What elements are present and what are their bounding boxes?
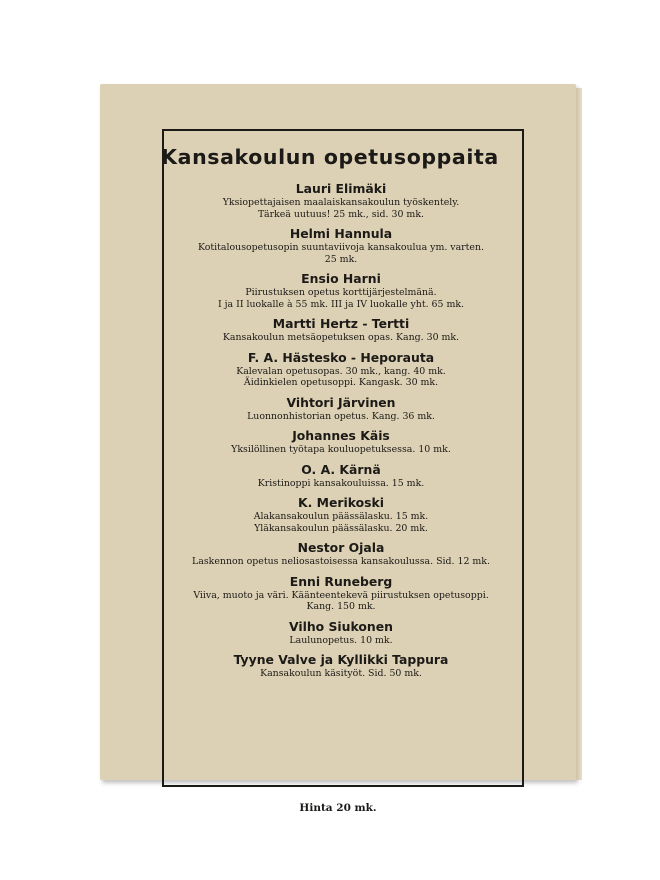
author-name: Vihtori Järvinen [286,394,396,410]
publication-line: Kang. 150 mk. [306,601,376,612]
list-item [160,180,522,220]
author-name: Nestor Ojala [297,540,385,555]
publication-line: 25 mk. [324,253,358,265]
publication-line: Alakansakoulun päässälasku. 15 mk. [253,511,429,522]
list-item [160,651,522,680]
publication-line: Piirustuksen opetus korttijärjestelmänä. [245,287,437,298]
list-item [160,461,522,490]
author-name: Vilho Siukonen [289,618,393,634]
publication-line: Äidinkielen opetusoppi. Kangask. 30 mk. [243,377,439,388]
author-name: K. Merikoski [298,495,384,510]
publication-line: Viiva, muoto ja väri. Käänteentekevä piirustuksen opetusoppi. [193,589,489,601]
author-name: Tyyne Valve ja Kyllikki Tappura [233,652,449,667]
author-name: Martti Hertz - Tertti [272,316,410,331]
publication-line: Laskennon opetus neliosastoisessa kansakoulussa. Sid. 12 mk. [192,556,490,567]
author-name: Enni Runeberg [289,573,393,589]
publication-line: I ja II luokalle à 55 mk. III ja IV luokalle yht. 65 mk. [217,298,465,310]
list-item [160,225,522,265]
list-item [160,539,522,568]
price-label: Hinta 20 mk. [299,802,377,814]
list-item [160,573,522,613]
page-title: Kansakoulun opetusoppaita [161,145,499,169]
author-name: Lauri Elimäki [295,181,387,196]
publication-line: Tärkeä uutuus! 25 mk., sid. 30 mk. [258,208,424,220]
author-name: Johannes Käis [292,428,390,443]
publication-line: Yksiopettajaisen maalaiskansakoulun työskentely. [222,197,460,208]
author-name: F. A. Hästesko - Heporauta [247,349,435,365]
author-name: Ensio Harni [301,271,381,286]
list-item [160,315,522,344]
publication-line: Laulunopetus. 10 mk. [289,634,393,646]
list-item [160,427,522,456]
list-item [160,494,522,534]
publication-line: Luonnonhistorian opetus. Kang. 36 mk. [247,410,435,422]
publication-line: Kansakoulun käsityöt. Sid. 50 mk. [260,668,422,679]
publication-line: Yläkansakoulun päässälasku. 20 mk. [254,522,428,534]
publication-line: Kalevalan opetusopas. 30 mk., kang. 40 mk. [236,365,446,377]
list-item [160,394,522,423]
publication-list [160,180,522,685]
list-item [160,618,522,647]
publication-line: Yksilöllinen työtapa kouluopetuksessa. 10 mk. [231,444,451,455]
publication-line: Kotitalousopetusopin suuntaviivoja kansakoulua ym. varten. [198,242,484,253]
author-name: Helmi Hannula [289,226,393,241]
list-item [160,270,522,310]
publication-line: Kristinoppi kansakouluissa. 15 mk. [257,477,425,489]
publication-line: Kansakoulun metsäopetuksen opas. Kang. 30 mk. [222,332,460,343]
author-name: O. A. Kärnä [301,461,381,477]
list-item [160,349,522,389]
